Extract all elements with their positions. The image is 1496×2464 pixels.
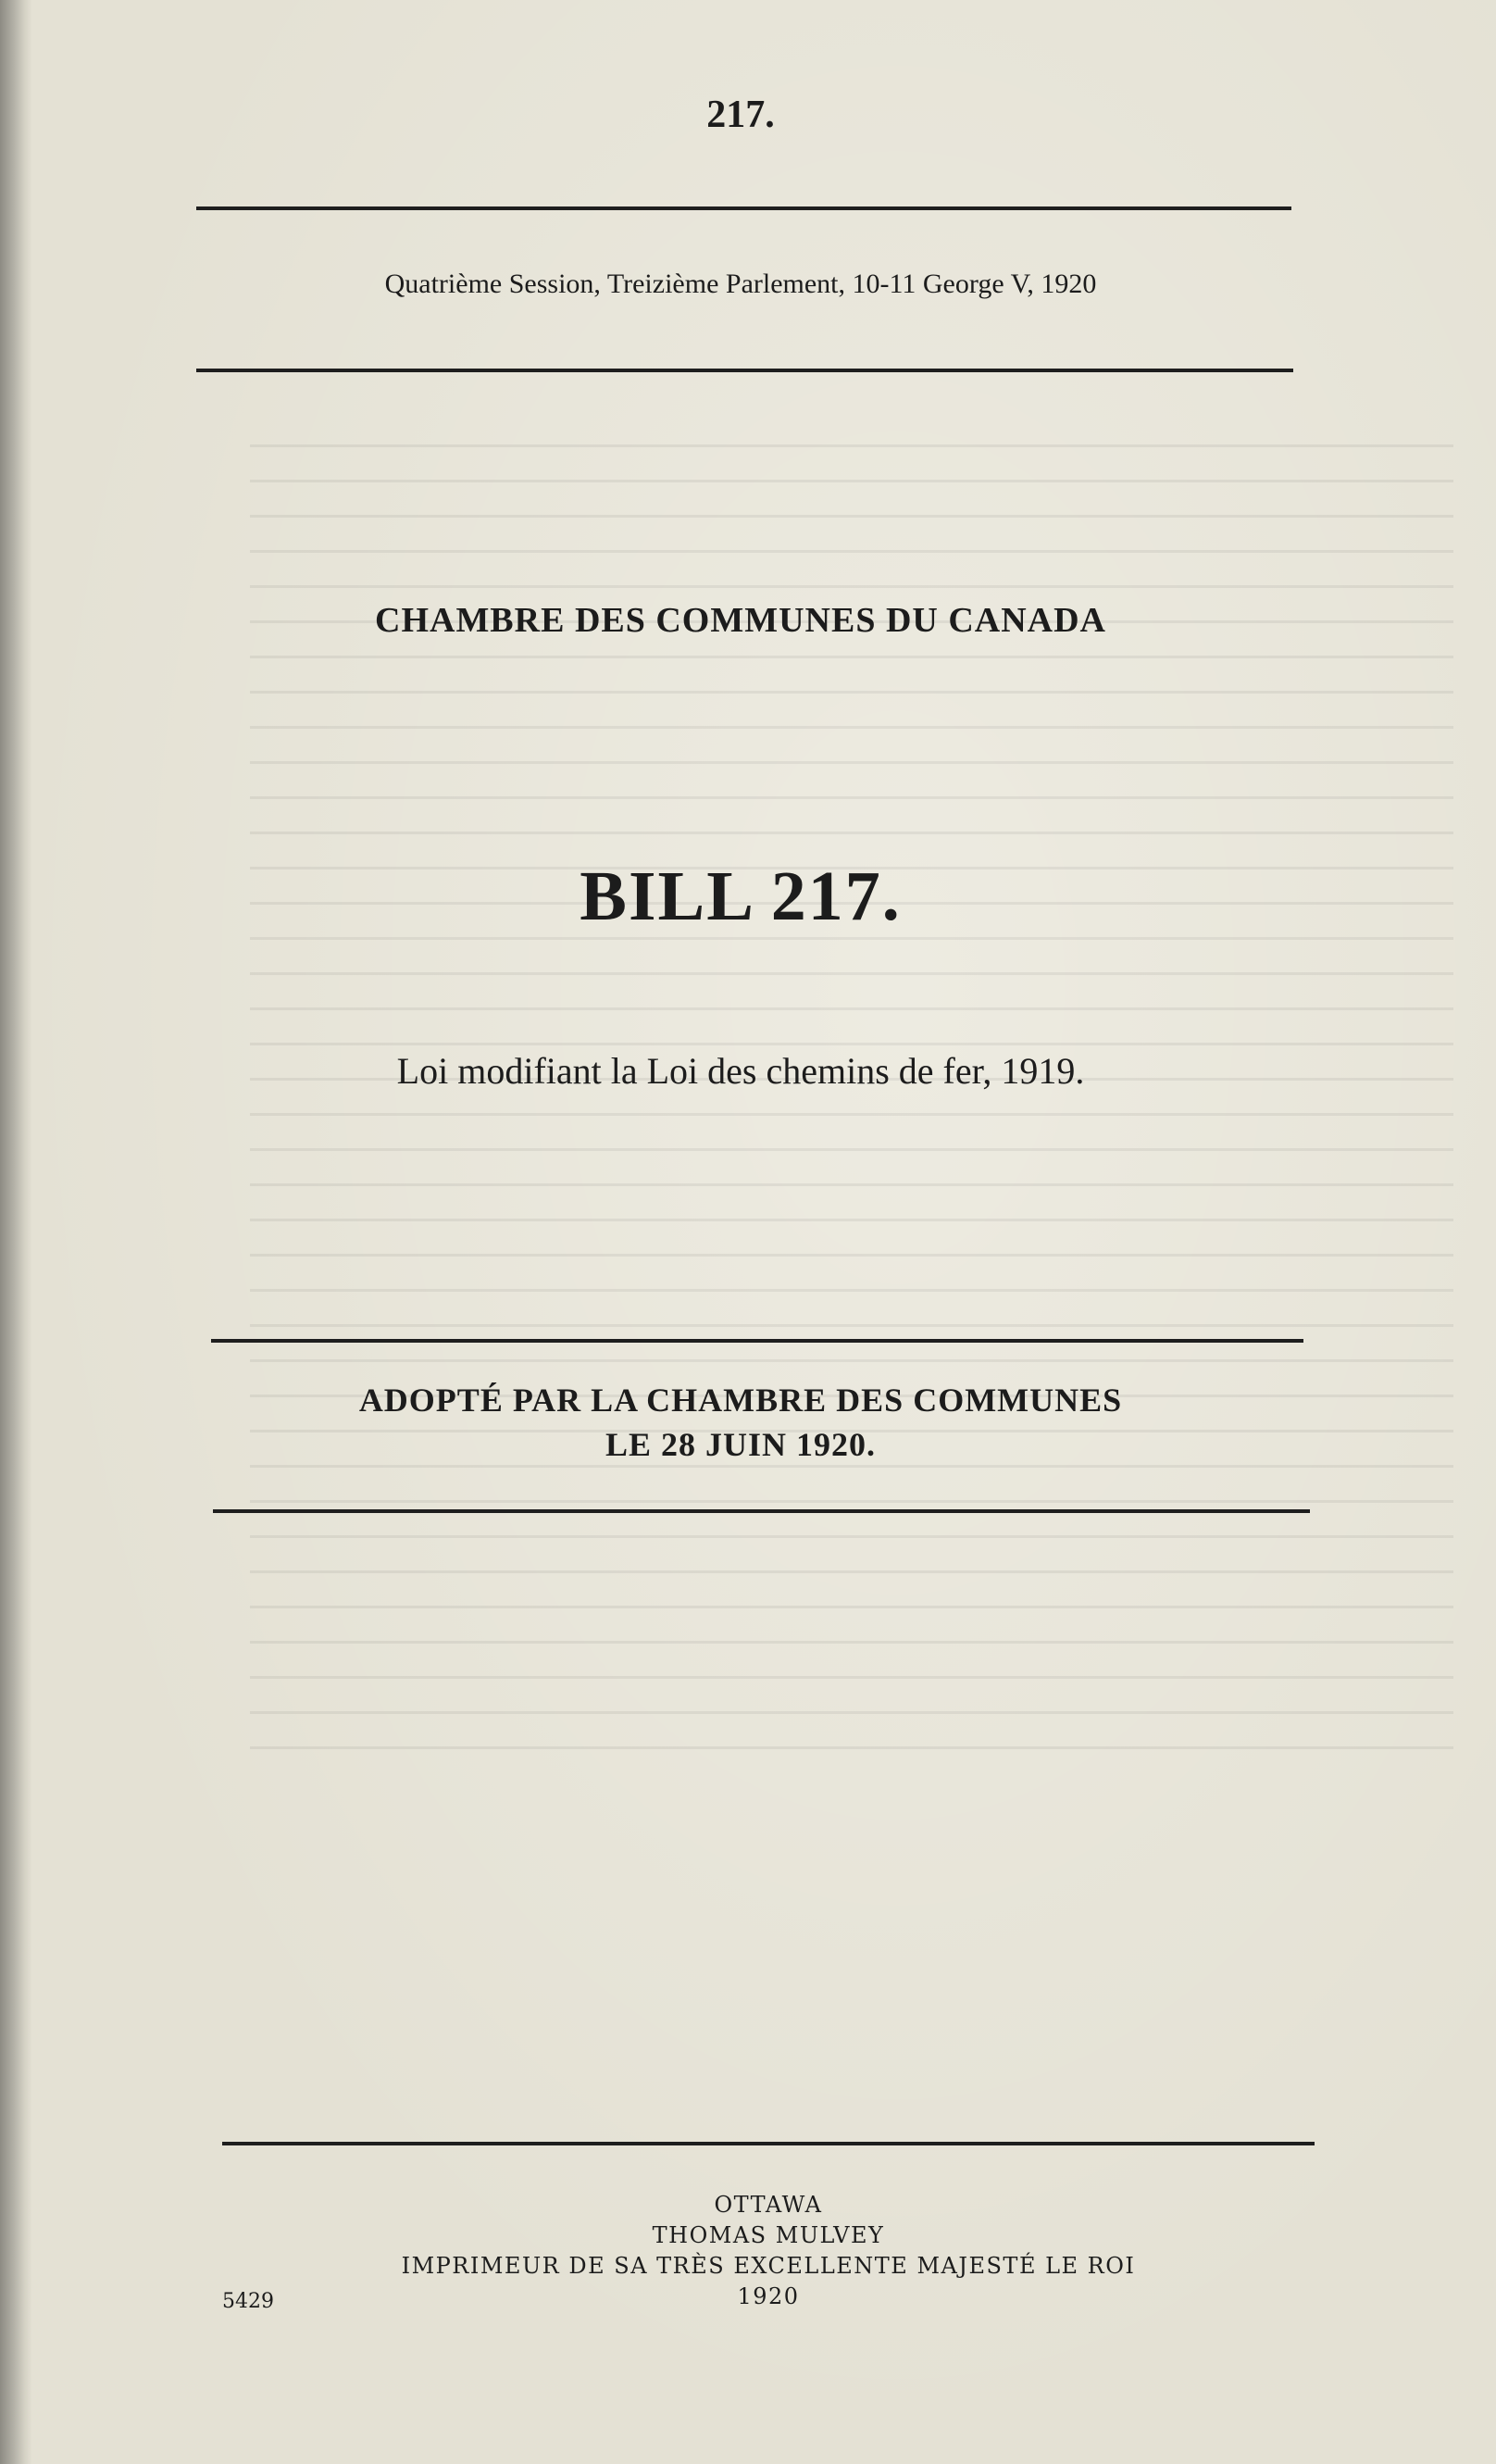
top-rule [196,206,1291,210]
print-code: 5429 [222,2290,274,2313]
bill-subtitle: Loi modifiant la Loi des chemins de fer, 1919. [396,1050,1085,1092]
imprint-printer: THOMAS MULVEY [652,2222,885,2248]
imprint-rule [222,2142,1315,2145]
imprint-block [278,2190,1259,2312]
adopted-notice [204,1378,1278,1467]
bill-title: BILL 217. [580,857,902,935]
imprint-printer-title: IMPRIMEUR DE SA TRÈS EXCELLENTE MAJESTÉ LE ROI [401,2253,1136,2279]
imprint-year: 1920 [737,2283,800,2309]
session-rule [196,369,1293,372]
page-number: 217. [706,94,775,136]
binding-edge [0,0,31,2464]
adopted-line-1: ADOPTÉ PAR LA CHAMBRE DES COMMUNES [358,1382,1123,1419]
house-heading: CHAMBRE DES COMMUNES DU CANADA [375,601,1106,640]
adopted-line-2: LE 28 JUIN 1920. [605,1426,877,1463]
session-line: Quatrième Session, Treizième Parlement, 10-11 George V, 1920 [384,269,1097,299]
adopted-bottom-rule [213,1509,1310,1513]
adopted-top-rule [211,1339,1303,1343]
imprint-city: OTTAWA [714,2192,823,2218]
show-through-texture [250,444,1453,1759]
